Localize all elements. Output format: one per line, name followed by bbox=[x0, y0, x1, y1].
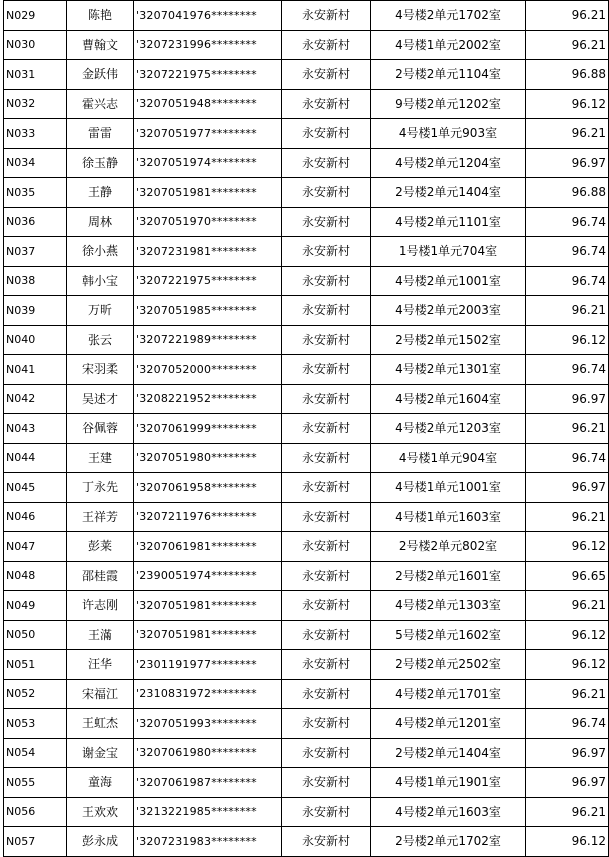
score-cell: 96.21 bbox=[526, 1, 609, 31]
score-cell: 96.21 bbox=[526, 30, 609, 60]
table-row bbox=[4, 473, 609, 503]
address-cell: 2号楼2单元1702室 bbox=[371, 827, 526, 857]
id-card-cell: '3208221952******** bbox=[134, 384, 282, 414]
table-row bbox=[4, 561, 609, 591]
id-card-cell: '3207051985******** bbox=[134, 296, 282, 326]
score-cell: 96.65 bbox=[526, 561, 609, 591]
row-number-cell: N035 bbox=[4, 178, 67, 208]
score-cell: 96.12 bbox=[526, 827, 609, 857]
name-cell: 王祥芳 bbox=[67, 502, 134, 532]
name-cell: 许志刚 bbox=[67, 591, 134, 621]
name-cell: 邵桂霞 bbox=[67, 561, 134, 591]
address-cell: 2号楼2单元1502室 bbox=[371, 325, 526, 355]
name-cell: 王虹杰 bbox=[67, 709, 134, 739]
address-cell: 2号楼2单元2502室 bbox=[371, 650, 526, 680]
name-cell: 万昕 bbox=[67, 296, 134, 326]
id-card-cell: '3207061981******** bbox=[134, 532, 282, 562]
row-number-cell: N049 bbox=[4, 591, 67, 621]
village-cell: 永安新村 bbox=[282, 207, 371, 237]
score-cell: 96.97 bbox=[526, 148, 609, 178]
score-cell: 96.97 bbox=[526, 384, 609, 414]
row-number-cell: N045 bbox=[4, 473, 67, 503]
row-number-cell: N030 bbox=[4, 30, 67, 60]
name-cell: 王静 bbox=[67, 178, 134, 208]
score-cell: 96.21 bbox=[526, 797, 609, 827]
name-cell: 彭莱 bbox=[67, 532, 134, 562]
name-cell: 王滿 bbox=[67, 620, 134, 650]
row-number-cell: N044 bbox=[4, 443, 67, 473]
row-number-cell: N047 bbox=[4, 532, 67, 562]
table-row bbox=[4, 89, 609, 119]
village-cell: 永安新村 bbox=[282, 1, 371, 31]
id-card-cell: '3207051974******** bbox=[134, 148, 282, 178]
id-card-cell: '3207061980******** bbox=[134, 738, 282, 768]
table-row bbox=[4, 620, 609, 650]
name-cell: 宋羽柔 bbox=[67, 355, 134, 385]
village-cell: 永安新村 bbox=[282, 679, 371, 709]
id-card-cell: '3207061999******** bbox=[134, 414, 282, 444]
address-cell: 4号楼2单元1001室 bbox=[371, 266, 526, 296]
table-row bbox=[4, 738, 609, 768]
address-cell: 4号楼2单元1701室 bbox=[371, 679, 526, 709]
village-cell: 永安新村 bbox=[282, 384, 371, 414]
name-cell: 雷雷 bbox=[67, 119, 134, 149]
village-cell: 永安新村 bbox=[282, 827, 371, 857]
address-cell: 2号楼2单元1404室 bbox=[371, 738, 526, 768]
table-row bbox=[4, 266, 609, 296]
row-number-cell: N036 bbox=[4, 207, 67, 237]
address-cell: 4号楼2单元1203室 bbox=[371, 414, 526, 444]
table-row bbox=[4, 679, 609, 709]
score-cell: 96.88 bbox=[526, 60, 609, 90]
address-cell: 4号楼1单元1001室 bbox=[371, 473, 526, 503]
table-row bbox=[4, 384, 609, 414]
row-number-cell: N032 bbox=[4, 89, 67, 119]
name-cell: 韩小宝 bbox=[67, 266, 134, 296]
village-cell: 永安新村 bbox=[282, 502, 371, 532]
address-cell: 4号楼2单元1303室 bbox=[371, 591, 526, 621]
id-card-cell: '3207231983******** bbox=[134, 827, 282, 857]
score-cell: 96.21 bbox=[526, 679, 609, 709]
village-cell: 永安新村 bbox=[282, 296, 371, 326]
village-cell: 永安新村 bbox=[282, 443, 371, 473]
name-cell: 彭永成 bbox=[67, 827, 134, 857]
id-card-cell: '3207231996******** bbox=[134, 30, 282, 60]
village-cell: 永安新村 bbox=[282, 148, 371, 178]
name-cell: 谷佩蓉 bbox=[67, 414, 134, 444]
village-cell: 永安新村 bbox=[282, 414, 371, 444]
score-cell: 96.21 bbox=[526, 414, 609, 444]
table-row bbox=[4, 296, 609, 326]
table-row bbox=[4, 768, 609, 798]
name-cell: 童海 bbox=[67, 768, 134, 798]
id-card-cell: '3207221975******** bbox=[134, 266, 282, 296]
table-row bbox=[4, 237, 609, 267]
address-cell: 5号楼2单元1602室 bbox=[371, 620, 526, 650]
address-cell: 2号楼2单元802室 bbox=[371, 532, 526, 562]
village-cell: 永安新村 bbox=[282, 60, 371, 90]
name-cell: 王建 bbox=[67, 443, 134, 473]
score-cell: 96.21 bbox=[526, 119, 609, 149]
id-card-cell: '3207051981******** bbox=[134, 620, 282, 650]
village-cell: 永安新村 bbox=[282, 620, 371, 650]
village-cell: 永安新村 bbox=[282, 325, 371, 355]
table-row bbox=[4, 797, 609, 827]
id-card-cell: '3207211976******** bbox=[134, 502, 282, 532]
village-cell: 永安新村 bbox=[282, 591, 371, 621]
address-cell: 4号楼2单元1101室 bbox=[371, 207, 526, 237]
table-row bbox=[4, 827, 609, 857]
name-cell: 王欢欢 bbox=[67, 797, 134, 827]
score-cell: 96.74 bbox=[526, 443, 609, 473]
id-card-cell: '2390051974******** bbox=[134, 561, 282, 591]
address-cell: 4号楼2单元1702室 bbox=[371, 1, 526, 31]
row-number-cell: N056 bbox=[4, 797, 67, 827]
score-cell: 96.74 bbox=[526, 237, 609, 267]
row-number-cell: N051 bbox=[4, 650, 67, 680]
name-cell: 徐小燕 bbox=[67, 237, 134, 267]
row-number-cell: N039 bbox=[4, 296, 67, 326]
score-cell: 96.74 bbox=[526, 355, 609, 385]
village-cell: 永安新村 bbox=[282, 178, 371, 208]
residents-table bbox=[3, 0, 609, 857]
table-row bbox=[4, 355, 609, 385]
id-card-cell: '3207051981******** bbox=[134, 591, 282, 621]
id-card-cell: '3207051948******** bbox=[134, 89, 282, 119]
row-number-cell: N048 bbox=[4, 561, 67, 591]
score-cell: 96.12 bbox=[526, 532, 609, 562]
name-cell: 谢金宝 bbox=[67, 738, 134, 768]
address-cell: 4号楼1单元2002室 bbox=[371, 30, 526, 60]
score-cell: 96.97 bbox=[526, 473, 609, 503]
table-row bbox=[4, 119, 609, 149]
id-card-cell: '3207051977******** bbox=[134, 119, 282, 149]
table-row bbox=[4, 1, 609, 31]
row-number-cell: N057 bbox=[4, 827, 67, 857]
table-row bbox=[4, 443, 609, 473]
name-cell: 汪华 bbox=[67, 650, 134, 680]
address-cell: 2号楼2单元1404室 bbox=[371, 178, 526, 208]
score-cell: 96.21 bbox=[526, 591, 609, 621]
row-number-cell: N040 bbox=[4, 325, 67, 355]
row-number-cell: N055 bbox=[4, 768, 67, 798]
address-cell: 4号楼2单元1604室 bbox=[371, 384, 526, 414]
village-cell: 永安新村 bbox=[282, 532, 371, 562]
row-number-cell: N050 bbox=[4, 620, 67, 650]
score-cell: 96.12 bbox=[526, 325, 609, 355]
name-cell: 丁永先 bbox=[67, 473, 134, 503]
village-cell: 永安新村 bbox=[282, 561, 371, 591]
village-cell: 永安新村 bbox=[282, 266, 371, 296]
name-cell: 张云 bbox=[67, 325, 134, 355]
table-row bbox=[4, 591, 609, 621]
id-card-cell: '3207061958******** bbox=[134, 473, 282, 503]
village-cell: 永安新村 bbox=[282, 768, 371, 798]
name-cell: 吴述才 bbox=[67, 384, 134, 414]
address-cell: 4号楼2单元1301室 bbox=[371, 355, 526, 385]
address-cell: 4号楼1单元903室 bbox=[371, 119, 526, 149]
table-row bbox=[4, 502, 609, 532]
row-number-cell: N029 bbox=[4, 1, 67, 31]
table-row bbox=[4, 207, 609, 237]
row-number-cell: N042 bbox=[4, 384, 67, 414]
id-card-cell: '3207041976******** bbox=[134, 1, 282, 31]
name-cell: 徐玉静 bbox=[67, 148, 134, 178]
address-cell: 4号楼2单元1204室 bbox=[371, 148, 526, 178]
row-number-cell: N033 bbox=[4, 119, 67, 149]
row-number-cell: N041 bbox=[4, 355, 67, 385]
row-number-cell: N034 bbox=[4, 148, 67, 178]
name-cell: 陈艳 bbox=[67, 1, 134, 31]
score-cell: 96.74 bbox=[526, 709, 609, 739]
village-cell: 永安新村 bbox=[282, 738, 371, 768]
name-cell: 霍兴志 bbox=[67, 89, 134, 119]
row-number-cell: N043 bbox=[4, 414, 67, 444]
village-cell: 永安新村 bbox=[282, 473, 371, 503]
table-row bbox=[4, 709, 609, 739]
id-card-cell: '3207051993******** bbox=[134, 709, 282, 739]
address-cell: 4号楼2单元1603室 bbox=[371, 797, 526, 827]
row-number-cell: N037 bbox=[4, 237, 67, 267]
table-row bbox=[4, 650, 609, 680]
address-cell: 4号楼1单元1603室 bbox=[371, 502, 526, 532]
village-cell: 永安新村 bbox=[282, 30, 371, 60]
id-card-cell: '3207231981******** bbox=[134, 237, 282, 267]
row-number-cell: N052 bbox=[4, 679, 67, 709]
score-cell: 96.97 bbox=[526, 768, 609, 798]
id-card-cell: '3207061987******** bbox=[134, 768, 282, 798]
score-cell: 96.74 bbox=[526, 266, 609, 296]
score-cell: 96.21 bbox=[526, 296, 609, 326]
table-row bbox=[4, 532, 609, 562]
village-cell: 永安新村 bbox=[282, 797, 371, 827]
id-card-cell: '3207051970******** bbox=[134, 207, 282, 237]
name-cell: 金跃伟 bbox=[67, 60, 134, 90]
village-cell: 永安新村 bbox=[282, 237, 371, 267]
row-number-cell: N031 bbox=[4, 60, 67, 90]
name-cell: 曹翰文 bbox=[67, 30, 134, 60]
table-row bbox=[4, 178, 609, 208]
name-cell: 周林 bbox=[67, 207, 134, 237]
score-cell: 96.21 bbox=[526, 502, 609, 532]
table-row bbox=[4, 325, 609, 355]
address-cell: 2号楼2单元1104室 bbox=[371, 60, 526, 90]
id-card-cell: '3213221985******** bbox=[134, 797, 282, 827]
table-row bbox=[4, 30, 609, 60]
row-number-cell: N038 bbox=[4, 266, 67, 296]
address-cell: 4号楼1单元904室 bbox=[371, 443, 526, 473]
address-cell: 1号楼1单元704室 bbox=[371, 237, 526, 267]
row-number-cell: N053 bbox=[4, 709, 67, 739]
score-cell: 96.88 bbox=[526, 178, 609, 208]
table-row bbox=[4, 414, 609, 444]
address-cell: 2号楼2单元1601室 bbox=[371, 561, 526, 591]
id-card-cell: '2310831972******** bbox=[134, 679, 282, 709]
village-cell: 永安新村 bbox=[282, 650, 371, 680]
name-cell: 宋福江 bbox=[67, 679, 134, 709]
village-cell: 永安新村 bbox=[282, 355, 371, 385]
score-cell: 96.12 bbox=[526, 650, 609, 680]
id-card-cell: '3207051980******** bbox=[134, 443, 282, 473]
id-card-cell: '3207221975******** bbox=[134, 60, 282, 90]
village-cell: 永安新村 bbox=[282, 709, 371, 739]
row-number-cell: N054 bbox=[4, 738, 67, 768]
id-card-cell: '3207052000******** bbox=[134, 355, 282, 385]
village-cell: 永安新村 bbox=[282, 89, 371, 119]
score-cell: 96.12 bbox=[526, 620, 609, 650]
id-card-cell: '2301191977******** bbox=[134, 650, 282, 680]
row-number-cell: N046 bbox=[4, 502, 67, 532]
score-cell: 96.74 bbox=[526, 207, 609, 237]
table-body bbox=[4, 1, 609, 857]
address-cell: 4号楼2单元1201室 bbox=[371, 709, 526, 739]
address-cell: 4号楼1单元1901室 bbox=[371, 768, 526, 798]
table-row bbox=[4, 148, 609, 178]
score-cell: 96.97 bbox=[526, 738, 609, 768]
village-cell: 永安新村 bbox=[282, 119, 371, 149]
address-cell: 9号楼2单元1202室 bbox=[371, 89, 526, 119]
address-cell: 4号楼2单元2003室 bbox=[371, 296, 526, 326]
id-card-cell: '3207051981******** bbox=[134, 178, 282, 208]
id-card-cell: '3207221989******** bbox=[134, 325, 282, 355]
table-row bbox=[4, 60, 609, 90]
score-cell: 96.12 bbox=[526, 89, 609, 119]
